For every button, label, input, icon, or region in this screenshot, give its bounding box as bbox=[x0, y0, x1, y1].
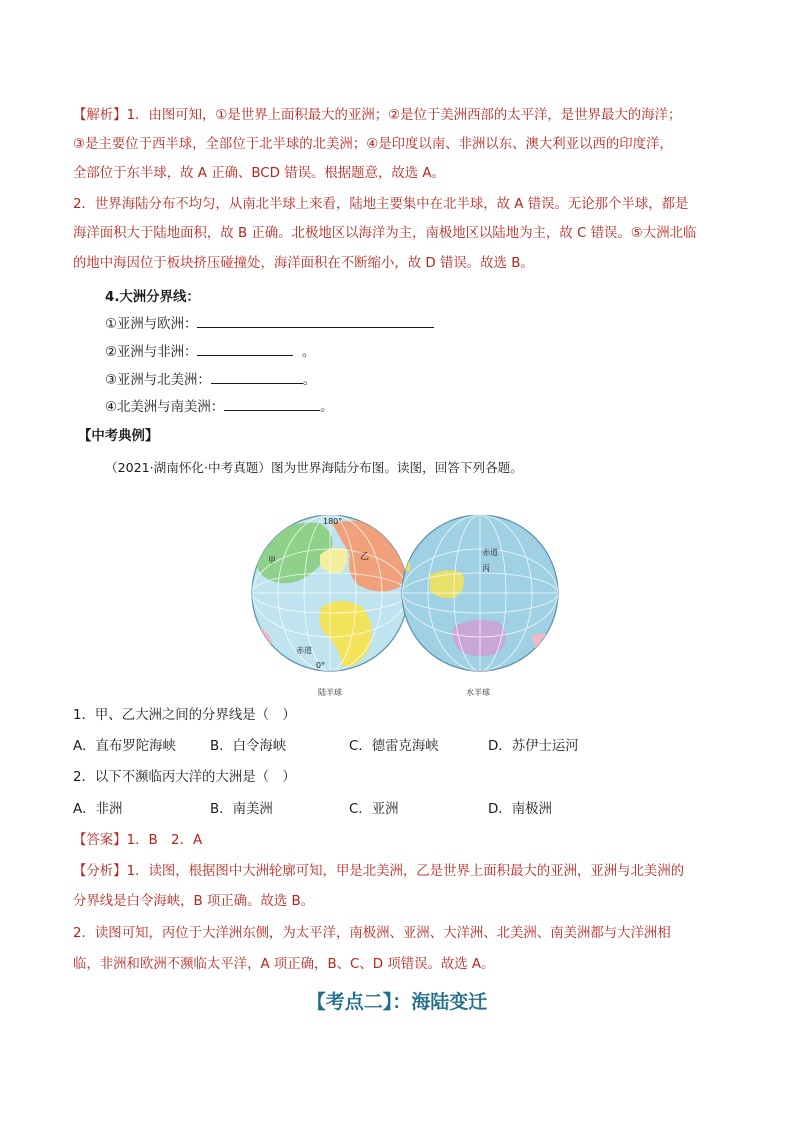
question-1-stem: 1．甲、乙大洲之间的分界线是（ ） bbox=[73, 708, 296, 723]
analysis-label: 【解析】 bbox=[73, 108, 127, 123]
boundary-item-1 bbox=[105, 314, 434, 335]
label-0deg: 0° bbox=[316, 661, 326, 670]
boundary-item-4: ④北美洲与南美洲： 。 bbox=[105, 397, 334, 418]
q1-option-d[interactable]: D．苏伊士运河 bbox=[488, 739, 579, 754]
caption-land-hemisphere: 陆半球 bbox=[318, 688, 342, 697]
analysis2-label: 【分析】 bbox=[73, 864, 127, 879]
label-jia: 甲 bbox=[268, 556, 276, 565]
analysis-line-1 bbox=[73, 106, 681, 126]
hemispheres-svg bbox=[250, 515, 560, 701]
boundary-label: ③亚洲与北美洲： bbox=[105, 373, 211, 388]
boundaries-heading: 4.大洲分界线： bbox=[105, 290, 200, 305]
boundary-item-3: ③亚洲与北美洲： 。 bbox=[105, 370, 316, 391]
water-hemisphere bbox=[402, 515, 558, 697]
q2-option-c[interactable]: C．亚洲 bbox=[349, 802, 399, 817]
boundary-label: ①亚洲与欧洲： bbox=[105, 317, 198, 332]
land-hemisphere bbox=[250, 515, 408, 697]
answer-blank[interactable] bbox=[211, 370, 303, 384]
exam-heading: 【中考典例】 bbox=[78, 429, 159, 444]
boundary-label: ④北美洲与南美洲： bbox=[105, 400, 225, 415]
analysis2-line-2: 分界线是白令海峡，B 项正确。故选 B。 bbox=[73, 894, 315, 909]
label-equator-left: 赤道 bbox=[296, 646, 312, 655]
q2-option-a[interactable]: A．非洲 bbox=[73, 802, 123, 817]
boundary-label: ②亚洲与非洲： bbox=[105, 345, 198, 360]
answer-label: 【答案】 bbox=[73, 833, 127, 848]
answer-text: 1．B 2．A bbox=[126, 833, 203, 848]
label-180: 180° bbox=[323, 517, 343, 526]
answer-blank[interactable] bbox=[197, 314, 434, 328]
world-map-figure bbox=[250, 515, 560, 701]
answer-line bbox=[73, 831, 202, 851]
exam-intro: （2021·湖南怀化·中考真题）图为世界海陆分布图。读图，回答下列各题。 bbox=[105, 460, 523, 475]
analysis-line-3: 全部位于东半球，故 A 正确、BCD 错误。根据题意，故选 A。 bbox=[73, 166, 445, 181]
boundary-item-2: ②亚洲与非洲： 。 bbox=[105, 342, 315, 363]
answer-blank[interactable] bbox=[224, 397, 320, 411]
analysis-line-2: ③是主要位于西半球，全部位于北半球的北美洲；④是印度以南、非洲以东、澳大利亚以西的印度洋， bbox=[73, 137, 673, 152]
caption-water-hemisphere: 水半球 bbox=[466, 688, 490, 697]
analysis-line-6: 的地中海因位于板块挤压碰撞处，海洋面积在不断缩小，故 D 错误。故选 B。 bbox=[73, 256, 534, 271]
label-yi: 乙 bbox=[360, 552, 370, 562]
analysis-line-4: 2．世界海陆分布不均匀，从南北半球上来看，陆地主要集中在北半球，故 A 错误。无论那个半球，都是 bbox=[73, 197, 689, 212]
analysis2-line-1: 【分析】1．读图，根据图中大洲轮廓可知，甲是北美洲，乙是世界上面积最大的亚洲，亚洲与北美洲的 bbox=[73, 864, 685, 879]
label-equator-right: 赤道 bbox=[482, 548, 498, 557]
q1-option-c[interactable]: C．德雷克海峡 bbox=[349, 739, 439, 754]
answer-blank[interactable] bbox=[197, 342, 293, 356]
q1-option-b[interactable]: B．白令海峡 bbox=[210, 739, 287, 754]
section-title: 【考点二】：海陆变迁 bbox=[306, 991, 488, 1013]
analysis-line-5: 海洋面积大于陆地面积，故 B 正确。北极地区以海洋为主，南极地区以陆地为主，故 C 错误。⑤大洲北临 bbox=[73, 226, 697, 241]
label-bing: 丙 bbox=[482, 564, 490, 573]
q1-option-a[interactable]: A．直布罗陀海峡 bbox=[73, 739, 176, 754]
analysis2-line-3: 2．读图可知，丙位于大洋洲东侧，为太平洋，南极洲、亚洲、大洋洲、北美洲、南美洲都与大洋洲相 bbox=[73, 926, 671, 941]
analysis-text: 1．由图可知，①是世界上面积最大的亚洲；②是位于美洲西部的太平洋，是世界最大的海洋； bbox=[126, 108, 682, 123]
q2-option-d[interactable]: D．南极洲 bbox=[488, 802, 552, 817]
analysis2-line-4: 临，非洲和欧洲不濒临太平洋，A 项正确，B、C、D 项错误。故选 A。 bbox=[73, 957, 495, 972]
q2-option-b[interactable]: B．南美洲 bbox=[210, 802, 273, 817]
question-2-stem: 2．以下不濒临丙大洋的大洲是（ ） bbox=[73, 770, 296, 785]
